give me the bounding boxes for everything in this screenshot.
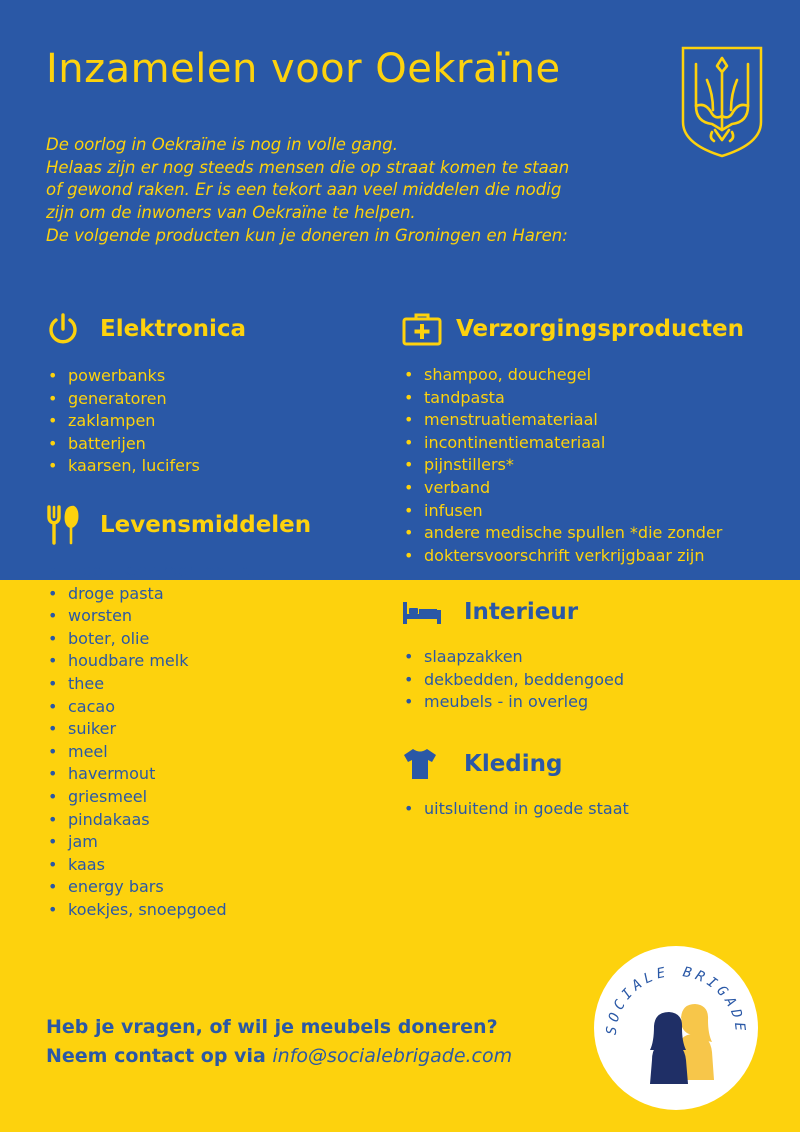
list-item: • houdbare melk bbox=[46, 650, 311, 673]
list-item: • boter, olie bbox=[46, 628, 311, 651]
list-item: • energy bars bbox=[46, 876, 311, 899]
list-item: • verband bbox=[402, 477, 744, 500]
list-item: • powerbanks bbox=[46, 365, 246, 388]
tshirt-icon bbox=[402, 746, 442, 782]
bed-icon bbox=[402, 594, 442, 630]
fork-knife-icon bbox=[46, 507, 86, 543]
power-icon bbox=[46, 311, 86, 347]
list-item: • pijnstillers* bbox=[402, 454, 744, 477]
list-item: • pindakaas bbox=[46, 809, 311, 832]
section-levensmiddelen bbox=[46, 505, 311, 922]
list-item: • suiker bbox=[46, 718, 311, 741]
list-item: • ingeblikte groenten, fruit bbox=[46, 560, 311, 583]
item-list bbox=[402, 646, 624, 714]
page-title: Inzamelen voor Oekraïne bbox=[46, 46, 561, 92]
list-item: • tandpasta bbox=[402, 387, 744, 410]
list-item: • zaklampen bbox=[46, 410, 246, 433]
list-item: • dekbedden, beddengoed bbox=[402, 669, 624, 692]
item-list bbox=[46, 365, 246, 478]
item-list bbox=[402, 798, 629, 821]
section-interieur bbox=[402, 592, 624, 714]
list-item: • cacao bbox=[46, 696, 311, 719]
section-header bbox=[402, 744, 629, 784]
item-list bbox=[402, 364, 744, 567]
intro-line: zijn om de inwoners van Oekraïne te helpen. bbox=[46, 203, 416, 223]
list-item: • havermout bbox=[46, 763, 311, 786]
section-title: Levensmiddelen bbox=[100, 512, 312, 538]
section-title: Elektronica bbox=[100, 316, 247, 342]
sociale-brigade-logo bbox=[592, 944, 760, 1112]
list-item: • menstruatiemateriaal bbox=[402, 409, 744, 432]
list-item: • thee bbox=[46, 673, 311, 696]
list-item: • infusen bbox=[402, 500, 744, 523]
list-item: • worsten bbox=[46, 605, 311, 628]
contact-prefix: Neem contact op via bbox=[46, 1045, 273, 1067]
contact-email-link[interactable]: info@socialebrigade.com bbox=[272, 1045, 513, 1067]
section-header bbox=[402, 309, 744, 349]
continuation-text: doktersvoorschrift verkrijgbaar zijn bbox=[424, 545, 705, 565]
section-header bbox=[46, 505, 311, 545]
contact-question: Heb je vragen, of wil je meubels doneren? bbox=[46, 1016, 498, 1038]
list-item: • koekjes, snoepgoed bbox=[46, 899, 311, 922]
section-elektronica bbox=[46, 309, 246, 478]
section-header bbox=[402, 592, 624, 632]
list-item: • slaapzakken bbox=[402, 646, 624, 669]
list-item: • droge pasta bbox=[46, 583, 311, 606]
logo-text: SOCIALE BRIGADE bbox=[603, 964, 749, 1036]
contact-line bbox=[46, 1042, 512, 1071]
section-title: Interieur bbox=[464, 599, 579, 625]
section-title: Verzorgingsproducten bbox=[456, 316, 744, 342]
intro-line: Helaas zijn er nog steeds mensen die op straat komen te staan bbox=[46, 157, 570, 177]
list-item: • andere medische spullen *die zonder bbox=[402, 522, 744, 545]
list-item: • griesmeel bbox=[46, 786, 311, 809]
first-aid-kit-icon bbox=[402, 311, 442, 347]
section-title: Kleding bbox=[464, 751, 563, 777]
item-list bbox=[46, 560, 311, 922]
list-item: • meubels - in overleg bbox=[402, 691, 624, 714]
list-item: • shampoo, douchegel bbox=[402, 364, 744, 387]
list-item: • jam bbox=[46, 831, 311, 854]
intro-text bbox=[46, 134, 726, 248]
intro-line: De oorlog in Oekraïne is nog in volle gang. bbox=[46, 135, 398, 154]
list-item: • batterijen bbox=[46, 433, 246, 456]
list-item: • uitsluitend in goede staat bbox=[402, 798, 629, 821]
intro-line: of gewond raken. Er is een tekort aan veel middelen die nodig bbox=[46, 180, 562, 200]
section-kleding bbox=[402, 744, 629, 821]
list-item: • meel bbox=[46, 741, 311, 764]
list-item: • generatoren bbox=[46, 388, 246, 411]
list-item: • incontinentiemateriaal bbox=[402, 432, 744, 455]
intro-line: De volgende producten kun je doneren in Groningen en Haren: bbox=[46, 225, 568, 245]
list-item: • kaarsen, lucifers bbox=[46, 455, 246, 478]
section-header bbox=[46, 309, 246, 349]
list-item-continuation bbox=[402, 545, 744, 568]
list-item: • kaas bbox=[46, 854, 311, 877]
contact-info bbox=[46, 1013, 512, 1071]
section-verzorgingsproducten bbox=[402, 309, 744, 567]
